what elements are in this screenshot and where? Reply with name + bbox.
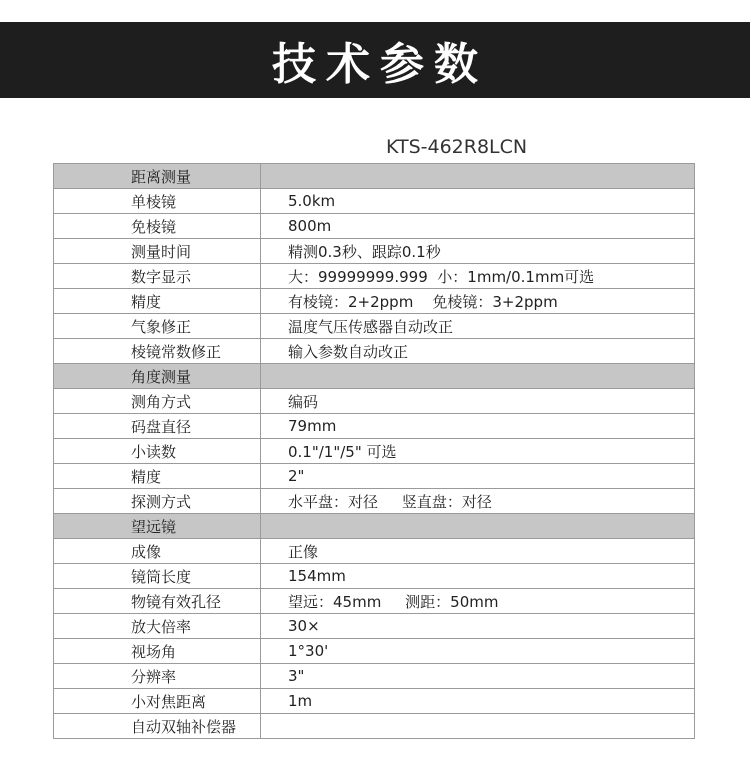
param-name: 物镜有效孔径 xyxy=(54,589,261,614)
param-value: 79mm xyxy=(261,414,695,439)
param-value: 30× xyxy=(261,614,695,639)
param-name: 小对焦距离 xyxy=(54,689,261,714)
param-value: 800m xyxy=(261,214,695,239)
section-header-row xyxy=(54,514,695,539)
param-value: 有棱镜：2+2ppm 免棱镜：3+2ppm xyxy=(261,289,695,314)
table-row xyxy=(54,564,695,589)
table-row xyxy=(54,539,695,564)
param-name: 免棱镜 xyxy=(54,214,261,239)
param-name: 棱镜常数修正 xyxy=(54,339,261,364)
table-row xyxy=(54,414,695,439)
section-value xyxy=(261,164,695,189)
param-value: 输入参数自动改正 xyxy=(261,339,695,364)
table-row xyxy=(54,314,695,339)
page-title: 技术参数 xyxy=(272,39,488,90)
section-header-row xyxy=(54,364,695,389)
param-name: 探测方式 xyxy=(54,489,261,514)
param-name: 气象修正 xyxy=(54,314,261,339)
spec-table xyxy=(53,163,695,739)
param-name: 码盘直径 xyxy=(54,414,261,439)
param-name: 分辨率 xyxy=(54,664,261,689)
param-value xyxy=(261,714,695,739)
param-value: 1°30' xyxy=(261,639,695,664)
table-row xyxy=(54,614,695,639)
param-name: 测角方式 xyxy=(54,389,261,414)
param-value: 0.1"/1"/5" 可选 xyxy=(261,439,695,464)
param-name: 放大倍率 xyxy=(54,614,261,639)
table-row xyxy=(54,339,695,364)
param-value: 5.0km xyxy=(261,189,695,214)
table-row xyxy=(54,189,695,214)
param-name: 精度 xyxy=(54,289,261,314)
param-value: 正像 xyxy=(261,539,695,564)
param-name: 小读数 xyxy=(54,439,261,464)
param-value: 温度气压传感器自动改正 xyxy=(261,314,695,339)
section-value xyxy=(261,514,695,539)
table-row xyxy=(54,264,695,289)
param-name: 视场角 xyxy=(54,639,261,664)
param-value: 大：99999999.999 小：1mm/0.1mm可选 xyxy=(261,264,695,289)
param-name: 自动双轴补偿器 xyxy=(54,714,261,739)
param-value: 3" xyxy=(261,664,695,689)
param-value: 水平盘：对径 竖直盘：对径 xyxy=(261,489,695,514)
param-name: 成像 xyxy=(54,539,261,564)
table-row xyxy=(54,589,695,614)
section-label: 角度测量 xyxy=(54,364,261,389)
table-row xyxy=(54,714,695,739)
table-row xyxy=(54,639,695,664)
table-row xyxy=(54,214,695,239)
param-value: 望远：45mm 测距：50mm xyxy=(261,589,695,614)
table-row xyxy=(54,489,695,514)
param-name: 镜筒长度 xyxy=(54,564,261,589)
table-row xyxy=(54,289,695,314)
param-value: 2" xyxy=(261,464,695,489)
table-row xyxy=(54,389,695,414)
model-number: KTS-462R8LCN xyxy=(386,136,528,158)
param-name: 测量时间 xyxy=(54,239,261,264)
table-row xyxy=(54,664,695,689)
table-row xyxy=(54,439,695,464)
param-value: 编码 xyxy=(261,389,695,414)
table-row xyxy=(54,689,695,714)
param-value: 1m xyxy=(261,689,695,714)
section-value xyxy=(261,364,695,389)
section-label: 望远镜 xyxy=(54,514,261,539)
section-label: 距离测量 xyxy=(54,164,261,189)
param-name: 精度 xyxy=(54,464,261,489)
header-banner xyxy=(0,22,750,98)
section-header-row xyxy=(54,164,695,189)
table-row xyxy=(54,464,695,489)
param-name: 数字显示 xyxy=(54,264,261,289)
param-name: 单棱镜 xyxy=(54,189,261,214)
param-value: 154mm xyxy=(261,564,695,589)
param-value: 精测0.3秒、跟踪0.1秒 xyxy=(261,239,695,264)
table-row xyxy=(54,239,695,264)
